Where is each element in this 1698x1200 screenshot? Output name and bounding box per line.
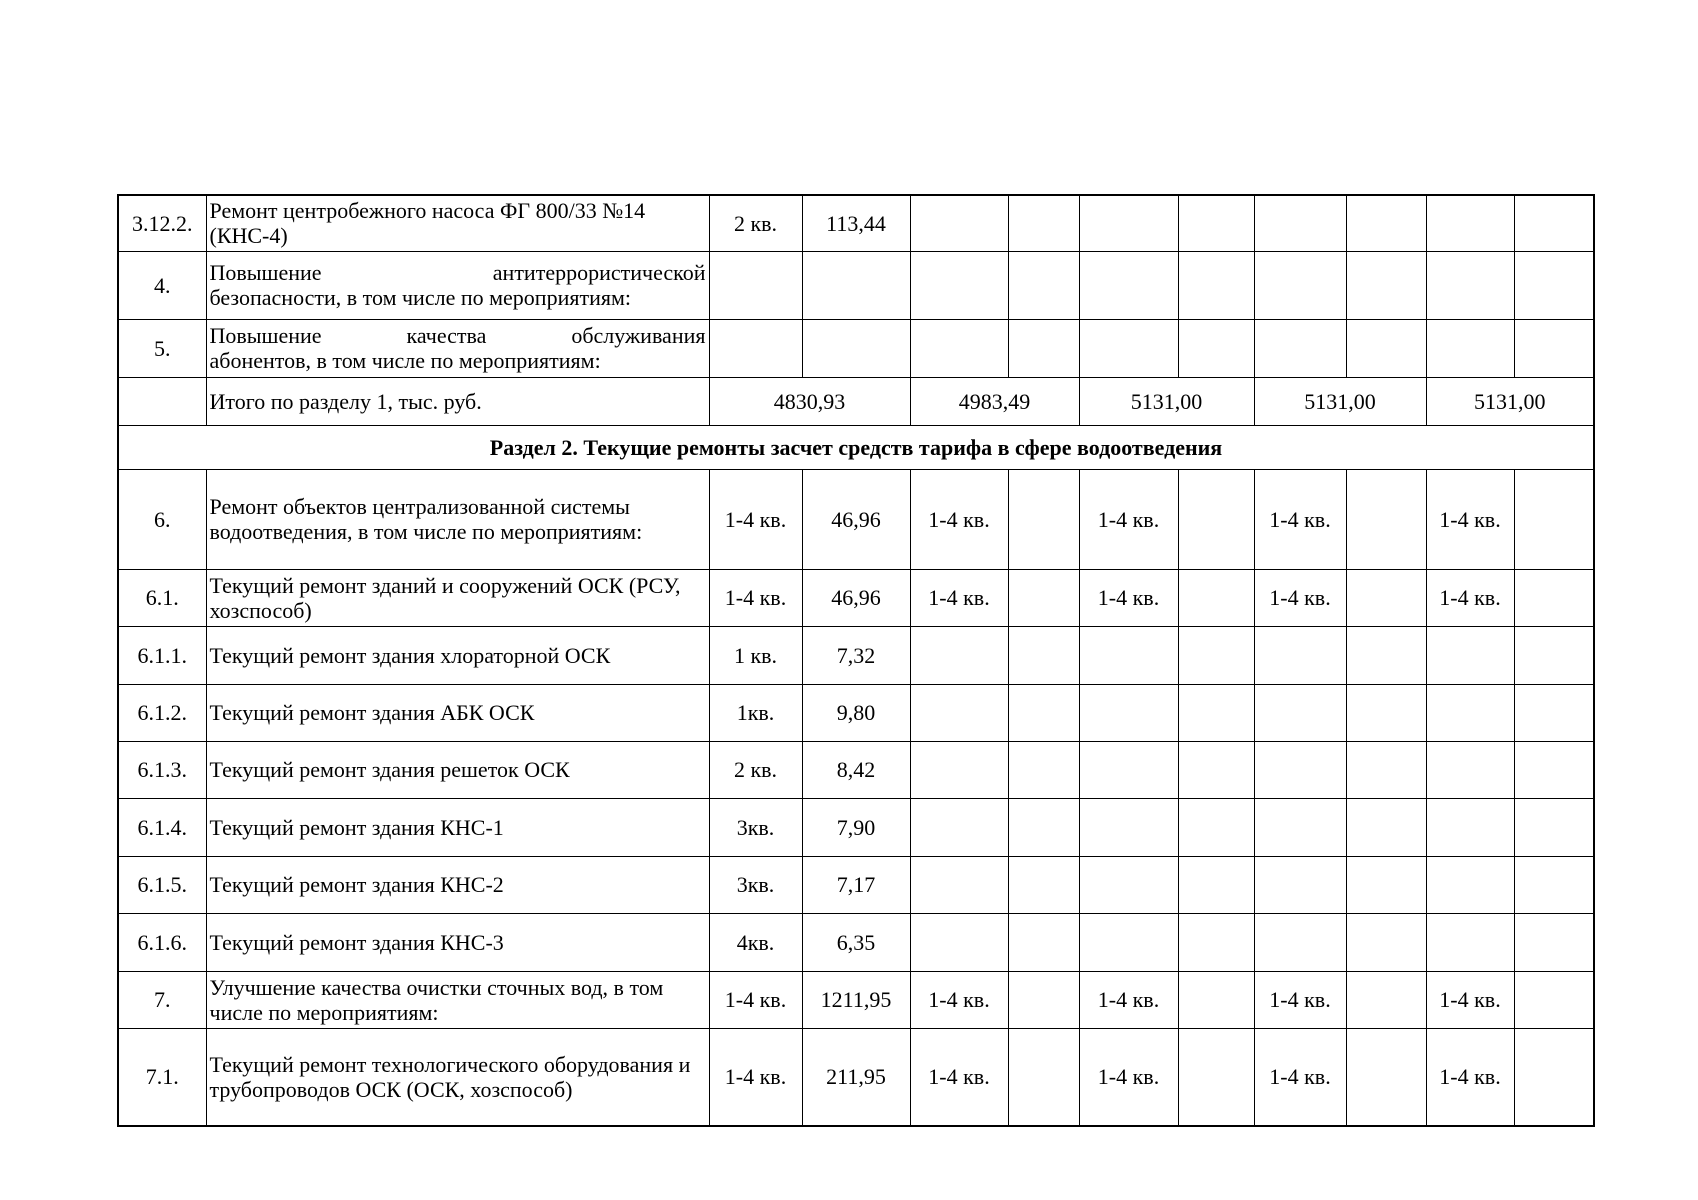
empty-cell [1254, 319, 1346, 377]
year-value [1346, 469, 1426, 569]
empty-cell [1254, 195, 1346, 251]
empty-cell [1178, 195, 1254, 251]
year-quarter [1254, 626, 1346, 684]
row-quarter [709, 319, 802, 377]
empty-cell [1008, 251, 1079, 319]
year-quarter [1254, 856, 1346, 913]
row-description: Текущий ремонт технологического оборудования и трубопроводов ОСК (ОСК, хозспособ) [206, 1028, 709, 1126]
empty-cell [1079, 251, 1178, 319]
row-description: Текущий ремонт зданий и сооружений ОСК (РСУ, хозспособ) [206, 569, 709, 626]
row-quarter: 2 кв. [709, 195, 802, 251]
year-value [1178, 741, 1254, 798]
row-value: 6,35 [802, 913, 910, 971]
year-value [1346, 626, 1426, 684]
year-value [1514, 469, 1594, 569]
empty-cell [1426, 251, 1514, 319]
year-quarter [1079, 741, 1178, 798]
row-description: Ремонт объектов централизованной системы водоотведения, в том числе по мероприятиям: [206, 469, 709, 569]
table-row [118, 971, 1594, 1028]
row-value: 211,95 [802, 1028, 910, 1126]
year-value [1178, 569, 1254, 626]
row-number: 6. [118, 469, 206, 569]
total-row [118, 377, 1594, 425]
table-row [118, 913, 1594, 971]
year-quarter: 1-4 кв. [910, 971, 1008, 1028]
year-quarter [1254, 798, 1346, 856]
empty-cell [1008, 195, 1079, 251]
row-quarter: 3кв. [709, 798, 802, 856]
row-description: Текущий ремонт здания КНС-2 [206, 856, 709, 913]
table-row [118, 1028, 1594, 1126]
year-value [1008, 913, 1079, 971]
year-quarter: 1-4 кв. [1254, 1028, 1346, 1126]
empty-cell [1254, 251, 1346, 319]
year-quarter [910, 856, 1008, 913]
empty-cell [1346, 251, 1426, 319]
table-row [118, 626, 1594, 684]
row-value: 7,17 [802, 856, 910, 913]
year-quarter: 1-4 кв. [1426, 469, 1514, 569]
empty-cell [1514, 195, 1594, 251]
row-quarter: 1-4 кв. [709, 971, 802, 1028]
row-description: Улучшение качества очистки сточных вод, в том числе по мероприятиям: [206, 971, 709, 1028]
year-value [1008, 971, 1079, 1028]
empty-cell [1008, 319, 1079, 377]
table-row [118, 469, 1594, 569]
row-value: 9,80 [802, 684, 910, 741]
year-value [1178, 971, 1254, 1028]
year-value [1008, 1028, 1079, 1126]
year-quarter: 1-4 кв. [910, 569, 1008, 626]
row-number: 6.1.6. [118, 913, 206, 971]
year-quarter: 1-4 кв. [1426, 971, 1514, 1028]
year-value [1514, 569, 1594, 626]
empty-cell [1426, 195, 1514, 251]
empty-cell [1346, 319, 1426, 377]
year-value [1178, 684, 1254, 741]
row-description-line: безопасности, в том числе по мероприятиям: [209, 285, 632, 310]
row-value: 7,90 [802, 798, 910, 856]
year-quarter [910, 741, 1008, 798]
year-quarter: 1-4 кв. [1254, 971, 1346, 1028]
year-quarter: 1-4 кв. [1079, 469, 1178, 569]
year-value [1008, 469, 1079, 569]
year-value [1008, 626, 1079, 684]
year-value [1514, 684, 1594, 741]
year-value [1008, 741, 1079, 798]
row-quarter: 4кв. [709, 913, 802, 971]
year-value [1346, 971, 1426, 1028]
table-row [118, 319, 1594, 377]
year-quarter: 1-4 кв. [910, 1028, 1008, 1126]
year-value [1178, 469, 1254, 569]
empty-cell [1079, 195, 1178, 251]
year-quarter [1254, 741, 1346, 798]
row-number: 6.1.1. [118, 626, 206, 684]
year-value [1346, 1028, 1426, 1126]
year-quarter [1079, 684, 1178, 741]
year-quarter [1254, 913, 1346, 971]
year-quarter [1426, 798, 1514, 856]
year-quarter: 1-4 кв. [1079, 971, 1178, 1028]
row-quarter: 2 кв. [709, 741, 802, 798]
row-quarter: 1-4 кв. [709, 1028, 802, 1126]
row-quarter: 1кв. [709, 684, 802, 741]
row-number: 6.1.2. [118, 684, 206, 741]
empty-cell [1079, 319, 1178, 377]
year-value [1346, 798, 1426, 856]
year-value [1178, 626, 1254, 684]
year-quarter [1079, 913, 1178, 971]
table-row [118, 684, 1594, 741]
year-quarter: 1-4 кв. [1254, 569, 1346, 626]
row-number: 7.1. [118, 1028, 206, 1126]
section-title: Раздел 2. Текущие ремонты засчет средств тарифа в сфере водоотведения [118, 425, 1594, 469]
year-quarter: 1-4 кв. [1254, 469, 1346, 569]
row-description: Текущий ремонт здания КНС-1 [206, 798, 709, 856]
total-label: Итого по разделу 1, тыс. руб. [206, 377, 709, 425]
year-value [1346, 684, 1426, 741]
year-quarter [1426, 741, 1514, 798]
year-quarter [910, 913, 1008, 971]
row-quarter: 1-4 кв. [709, 569, 802, 626]
year-value [1514, 626, 1594, 684]
year-value [1346, 569, 1426, 626]
year-quarter: 1-4 кв. [1426, 569, 1514, 626]
empty-cell [1514, 319, 1594, 377]
empty-cell [118, 377, 206, 425]
year-value [1514, 741, 1594, 798]
year-value [1514, 1028, 1594, 1126]
row-value [802, 251, 910, 319]
table-row [118, 251, 1594, 319]
empty-cell [1178, 319, 1254, 377]
row-description-line: Повышение качества обслуживания [209, 323, 706, 348]
year-quarter [1426, 626, 1514, 684]
row-number: 4. [118, 251, 206, 319]
year-quarter [1079, 798, 1178, 856]
repair-plan-table [117, 194, 1595, 1127]
table-row [118, 195, 1594, 251]
row-quarter [709, 251, 802, 319]
year-value [1178, 1028, 1254, 1126]
table-row [118, 856, 1594, 913]
row-quarter: 3кв. [709, 856, 802, 913]
row-description [206, 319, 709, 377]
row-description: Текущий ремонт здания КНС-3 [206, 913, 709, 971]
table-row [118, 569, 1594, 626]
empty-cell [910, 319, 1008, 377]
total-value: 4830,93 [709, 377, 910, 425]
year-value [1346, 856, 1426, 913]
year-quarter [910, 684, 1008, 741]
total-value: 4983,49 [910, 377, 1079, 425]
row-number: 6.1.5. [118, 856, 206, 913]
year-value [1346, 741, 1426, 798]
year-value [1178, 798, 1254, 856]
row-value: 113,44 [802, 195, 910, 251]
year-quarter [910, 798, 1008, 856]
empty-cell [910, 251, 1008, 319]
year-value [1514, 913, 1594, 971]
year-value [1178, 856, 1254, 913]
year-value [1514, 856, 1594, 913]
row-value: 1211,95 [802, 971, 910, 1028]
row-value: 46,96 [802, 469, 910, 569]
row-number: 7. [118, 971, 206, 1028]
year-value [1178, 913, 1254, 971]
row-number: 3.12.2. [118, 195, 206, 251]
total-value: 5131,00 [1079, 377, 1254, 425]
year-value [1008, 798, 1079, 856]
year-quarter [1426, 856, 1514, 913]
row-description: Текущий ремонт здания АБК ОСК [206, 684, 709, 741]
year-quarter [910, 626, 1008, 684]
year-quarter: 1-4 кв. [1426, 1028, 1514, 1126]
row-value: 7,32 [802, 626, 910, 684]
year-value [1008, 569, 1079, 626]
year-value [1008, 856, 1079, 913]
row-description-line: абонентов, в том числе по мероприятиям: [209, 348, 601, 373]
row-description: Текущий ремонт здания решеток ОСК [206, 741, 709, 798]
total-value: 5131,00 [1426, 377, 1594, 425]
empty-cell [910, 195, 1008, 251]
year-quarter: 1-4 кв. [1079, 569, 1178, 626]
empty-cell [1178, 251, 1254, 319]
row-quarter: 1 кв. [709, 626, 802, 684]
total-value: 5131,00 [1254, 377, 1426, 425]
row-value: 46,96 [802, 569, 910, 626]
row-description-line: Повышение антитеррористической [209, 260, 706, 285]
year-quarter: 1-4 кв. [1079, 1028, 1178, 1126]
empty-cell [1514, 251, 1594, 319]
table-row [118, 741, 1594, 798]
empty-cell [1426, 319, 1514, 377]
row-number: 6.1.4. [118, 798, 206, 856]
empty-cell [1346, 195, 1426, 251]
year-quarter: 1-4 кв. [910, 469, 1008, 569]
year-quarter [1254, 684, 1346, 741]
row-quarter: 1-4 кв. [709, 469, 802, 569]
year-quarter [1426, 684, 1514, 741]
year-value [1514, 798, 1594, 856]
row-number: 6.1. [118, 569, 206, 626]
row-description: Текущий ремонт здания хлораторной ОСК [206, 626, 709, 684]
year-quarter [1079, 626, 1178, 684]
row-description [206, 251, 709, 319]
row-number: 5. [118, 319, 206, 377]
table-row [118, 798, 1594, 856]
section-header-row [118, 425, 1594, 469]
year-value [1346, 913, 1426, 971]
year-value [1008, 684, 1079, 741]
row-number: 6.1.3. [118, 741, 206, 798]
year-value [1514, 971, 1594, 1028]
row-value: 8,42 [802, 741, 910, 798]
year-quarter [1079, 856, 1178, 913]
row-description: Ремонт центробежного насоса ФГ 800/33 №14 (КНС-4) [206, 195, 709, 251]
year-quarter [1426, 913, 1514, 971]
row-value [802, 319, 910, 377]
